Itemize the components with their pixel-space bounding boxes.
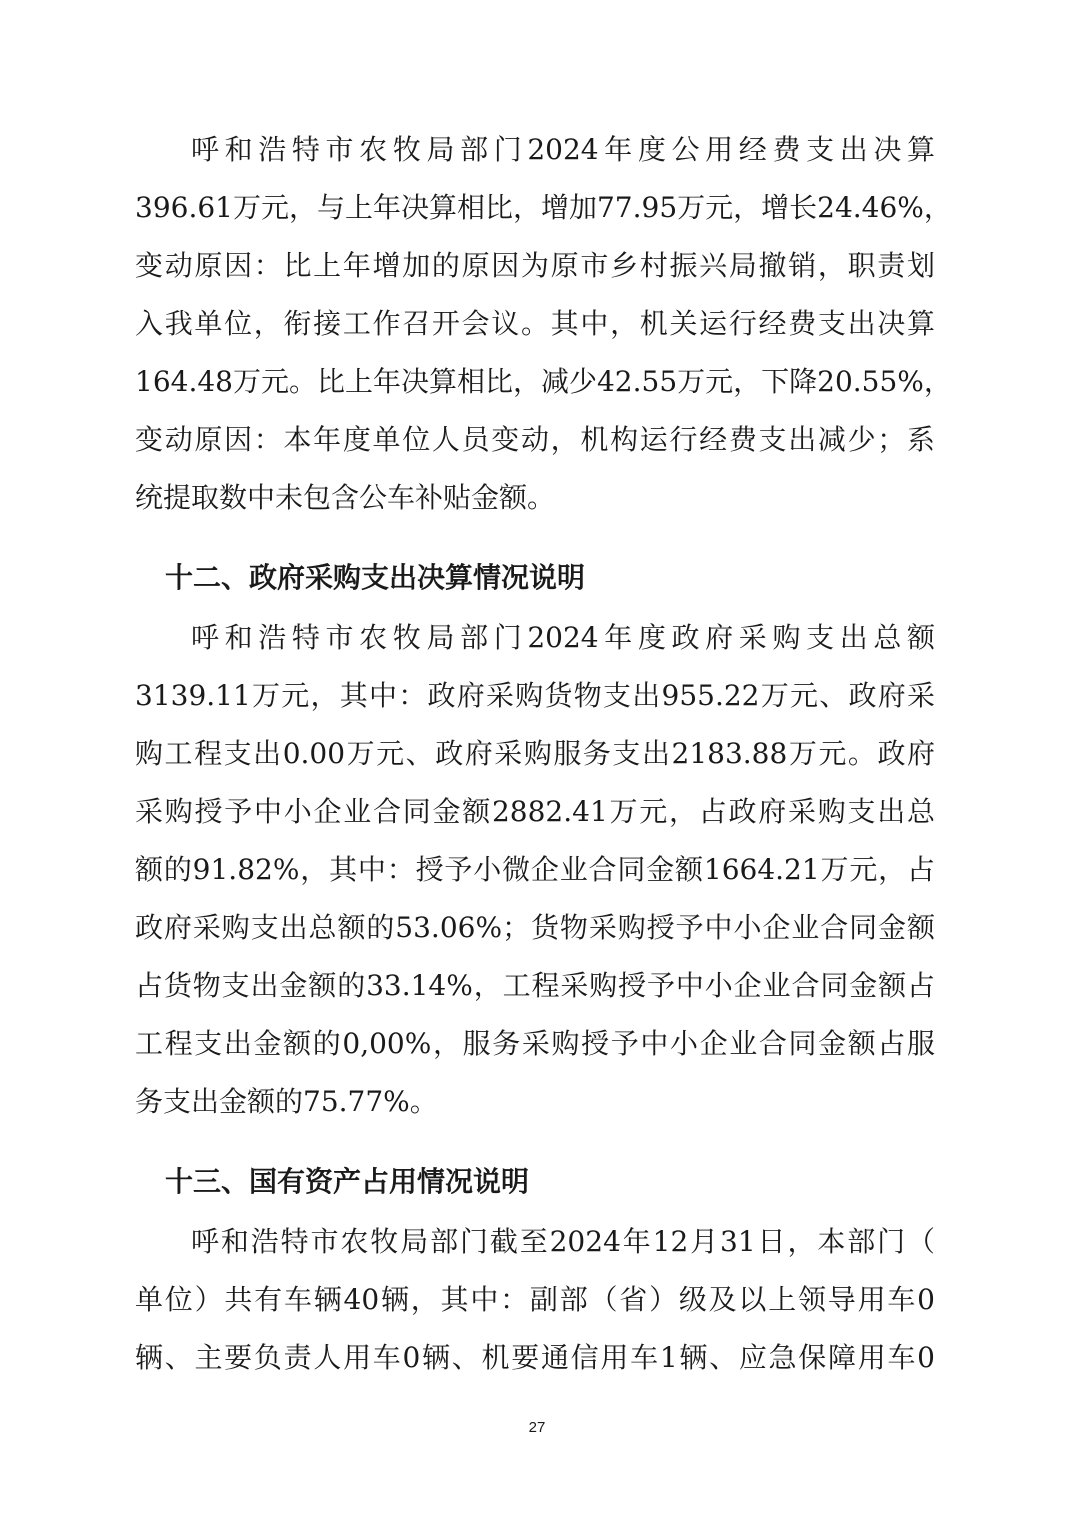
paragraph-line: 变动原因：本年度单位人员变动，机构运行经费支出减少；系: [135, 423, 935, 456]
page-number: 27: [528, 1419, 546, 1436]
paragraph-line: 采购授予中小企业合同金额2882.41万元，占政府采购支出总: [135, 795, 935, 828]
paragraph-line: 单位）共有车辆40辆，其中：副部（省）级及以上领导用车0: [135, 1283, 935, 1316]
section-heading-government-procurement: 十二、政府采购支出决算情况说明: [165, 561, 586, 594]
paragraph-line: 政府采购支出总额的53.06%；货物采购授予中小企业合同金额: [135, 911, 935, 944]
paragraph-line: 变动原因：比上年增加的原因为原市乡村振兴局撤销，职责划: [135, 249, 935, 282]
paragraph-line: 统提取数中未包含公车补贴金额。: [135, 481, 556, 514]
section-heading-state-assets: 十三、国有资产占用情况说明: [165, 1165, 530, 1198]
paragraph-line: 辆、主要负责人用车0辆、机要通信用车1辆、应急保障用车0: [135, 1341, 935, 1374]
paragraph-line: 396.61万元，与上年决算相比，增加77.95万元，增长24.46%，: [135, 191, 952, 224]
paragraph-line: 额的91.82%，其中：授予小微企业合同金额1664.21万元，占: [135, 853, 935, 886]
paragraph-line: 务支出金额的75.77%。: [135, 1085, 438, 1118]
paragraph-line: 呼和浩特市农牧局部门2024年度公用经费支出决算: [191, 133, 935, 166]
paragraph-line: 入我单位，衔接工作召开会议。其中，机关运行经费支出决算: [135, 307, 935, 340]
paragraph-line: 3139.11万元，其中：政府采购货物支出955.22万元、政府采: [135, 679, 935, 712]
paragraph-line: 工程支出金额的0,00%，服务采购授予中小企业合同金额占服: [135, 1027, 935, 1060]
paragraph-line: 呼和浩特市农牧局部门2024年度政府采购支出总额: [191, 621, 935, 654]
paragraph-line: 购工程支出0.00万元、政府采购服务支出2183.88万元。政府: [135, 737, 935, 770]
paragraph-line: 占货物支出金额的33.14%，工程采购授予中小企业合同金额占: [135, 969, 935, 1002]
paragraph-line: 164.48万元。比上年决算相比，减少42.55万元，下降20.55%，: [135, 365, 952, 398]
paragraph-line: 呼和浩特市农牧局部门截至2024年12月31日，本部门（: [191, 1225, 935, 1258]
